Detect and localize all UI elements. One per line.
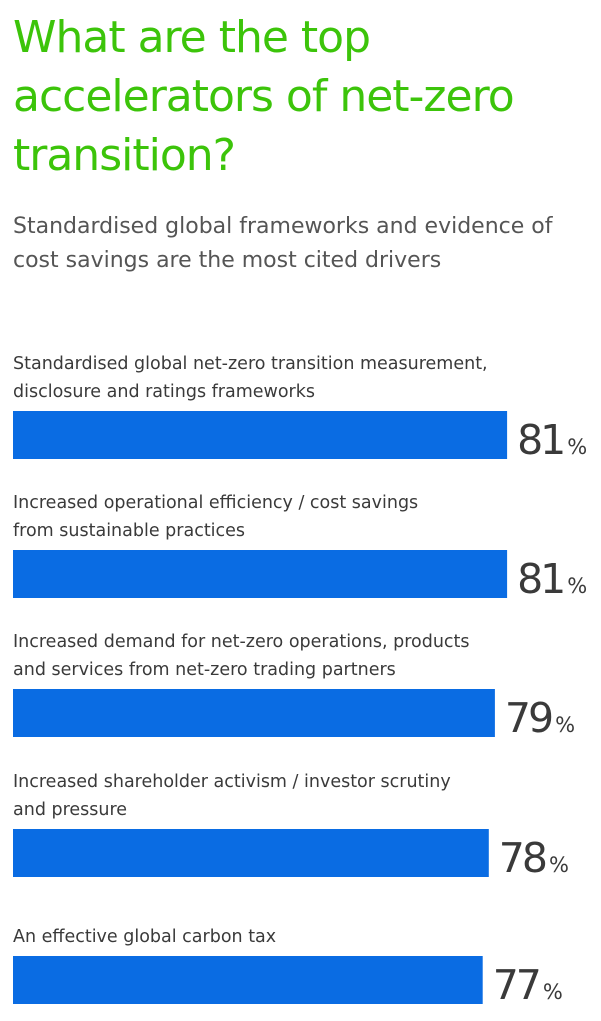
value-label bbox=[517, 555, 587, 603]
category-label-line: from sustainable practices bbox=[13, 521, 246, 541]
category-label bbox=[13, 632, 470, 680]
value-number: 81 bbox=[517, 416, 564, 464]
category-label-line: and pressure bbox=[13, 800, 128, 820]
category-label bbox=[13, 493, 418, 541]
value-number: 79 bbox=[504, 694, 552, 742]
category-label-line: Increased shareholder activism / investor scrutiny bbox=[13, 772, 451, 792]
category-label-line: Standardised global net-zero transition measurement, bbox=[13, 354, 488, 374]
value-unit: % bbox=[548, 853, 569, 877]
value-label bbox=[499, 834, 569, 882]
bar bbox=[13, 829, 489, 877]
category-label-line: An effective global carbon tax bbox=[13, 927, 277, 947]
category-label bbox=[13, 772, 451, 820]
bar bbox=[13, 411, 507, 459]
category-label-line: disclosure and ratings frameworks bbox=[13, 382, 315, 402]
bar bbox=[13, 550, 507, 598]
value-number: 81 bbox=[517, 555, 564, 603]
value-unit: % bbox=[567, 435, 588, 459]
category-label-line: Increased operational efficiency / cost savings bbox=[13, 493, 419, 513]
value-unit: % bbox=[567, 574, 588, 598]
category-label bbox=[13, 354, 488, 402]
value-label bbox=[505, 694, 575, 742]
category-label-line: and services from net-zero trading partners bbox=[13, 660, 396, 680]
bar bbox=[13, 956, 483, 1004]
chart-subtitle: Standardised global frameworks and evidence of cost savings are the most cited drivers bbox=[13, 214, 553, 273]
value-number: 78 bbox=[498, 834, 545, 882]
category-label bbox=[13, 927, 276, 947]
value-unit: % bbox=[555, 713, 576, 737]
category-label-line: Increased demand for net-zero operations, products bbox=[13, 632, 470, 652]
value-label bbox=[517, 416, 587, 464]
value-label bbox=[493, 961, 563, 1009]
bar bbox=[13, 689, 495, 737]
value-unit: % bbox=[542, 980, 563, 1004]
chart-title: What are the top accelerators of net-zero transition? bbox=[13, 12, 514, 181]
value-number: 77 bbox=[492, 961, 539, 1009]
